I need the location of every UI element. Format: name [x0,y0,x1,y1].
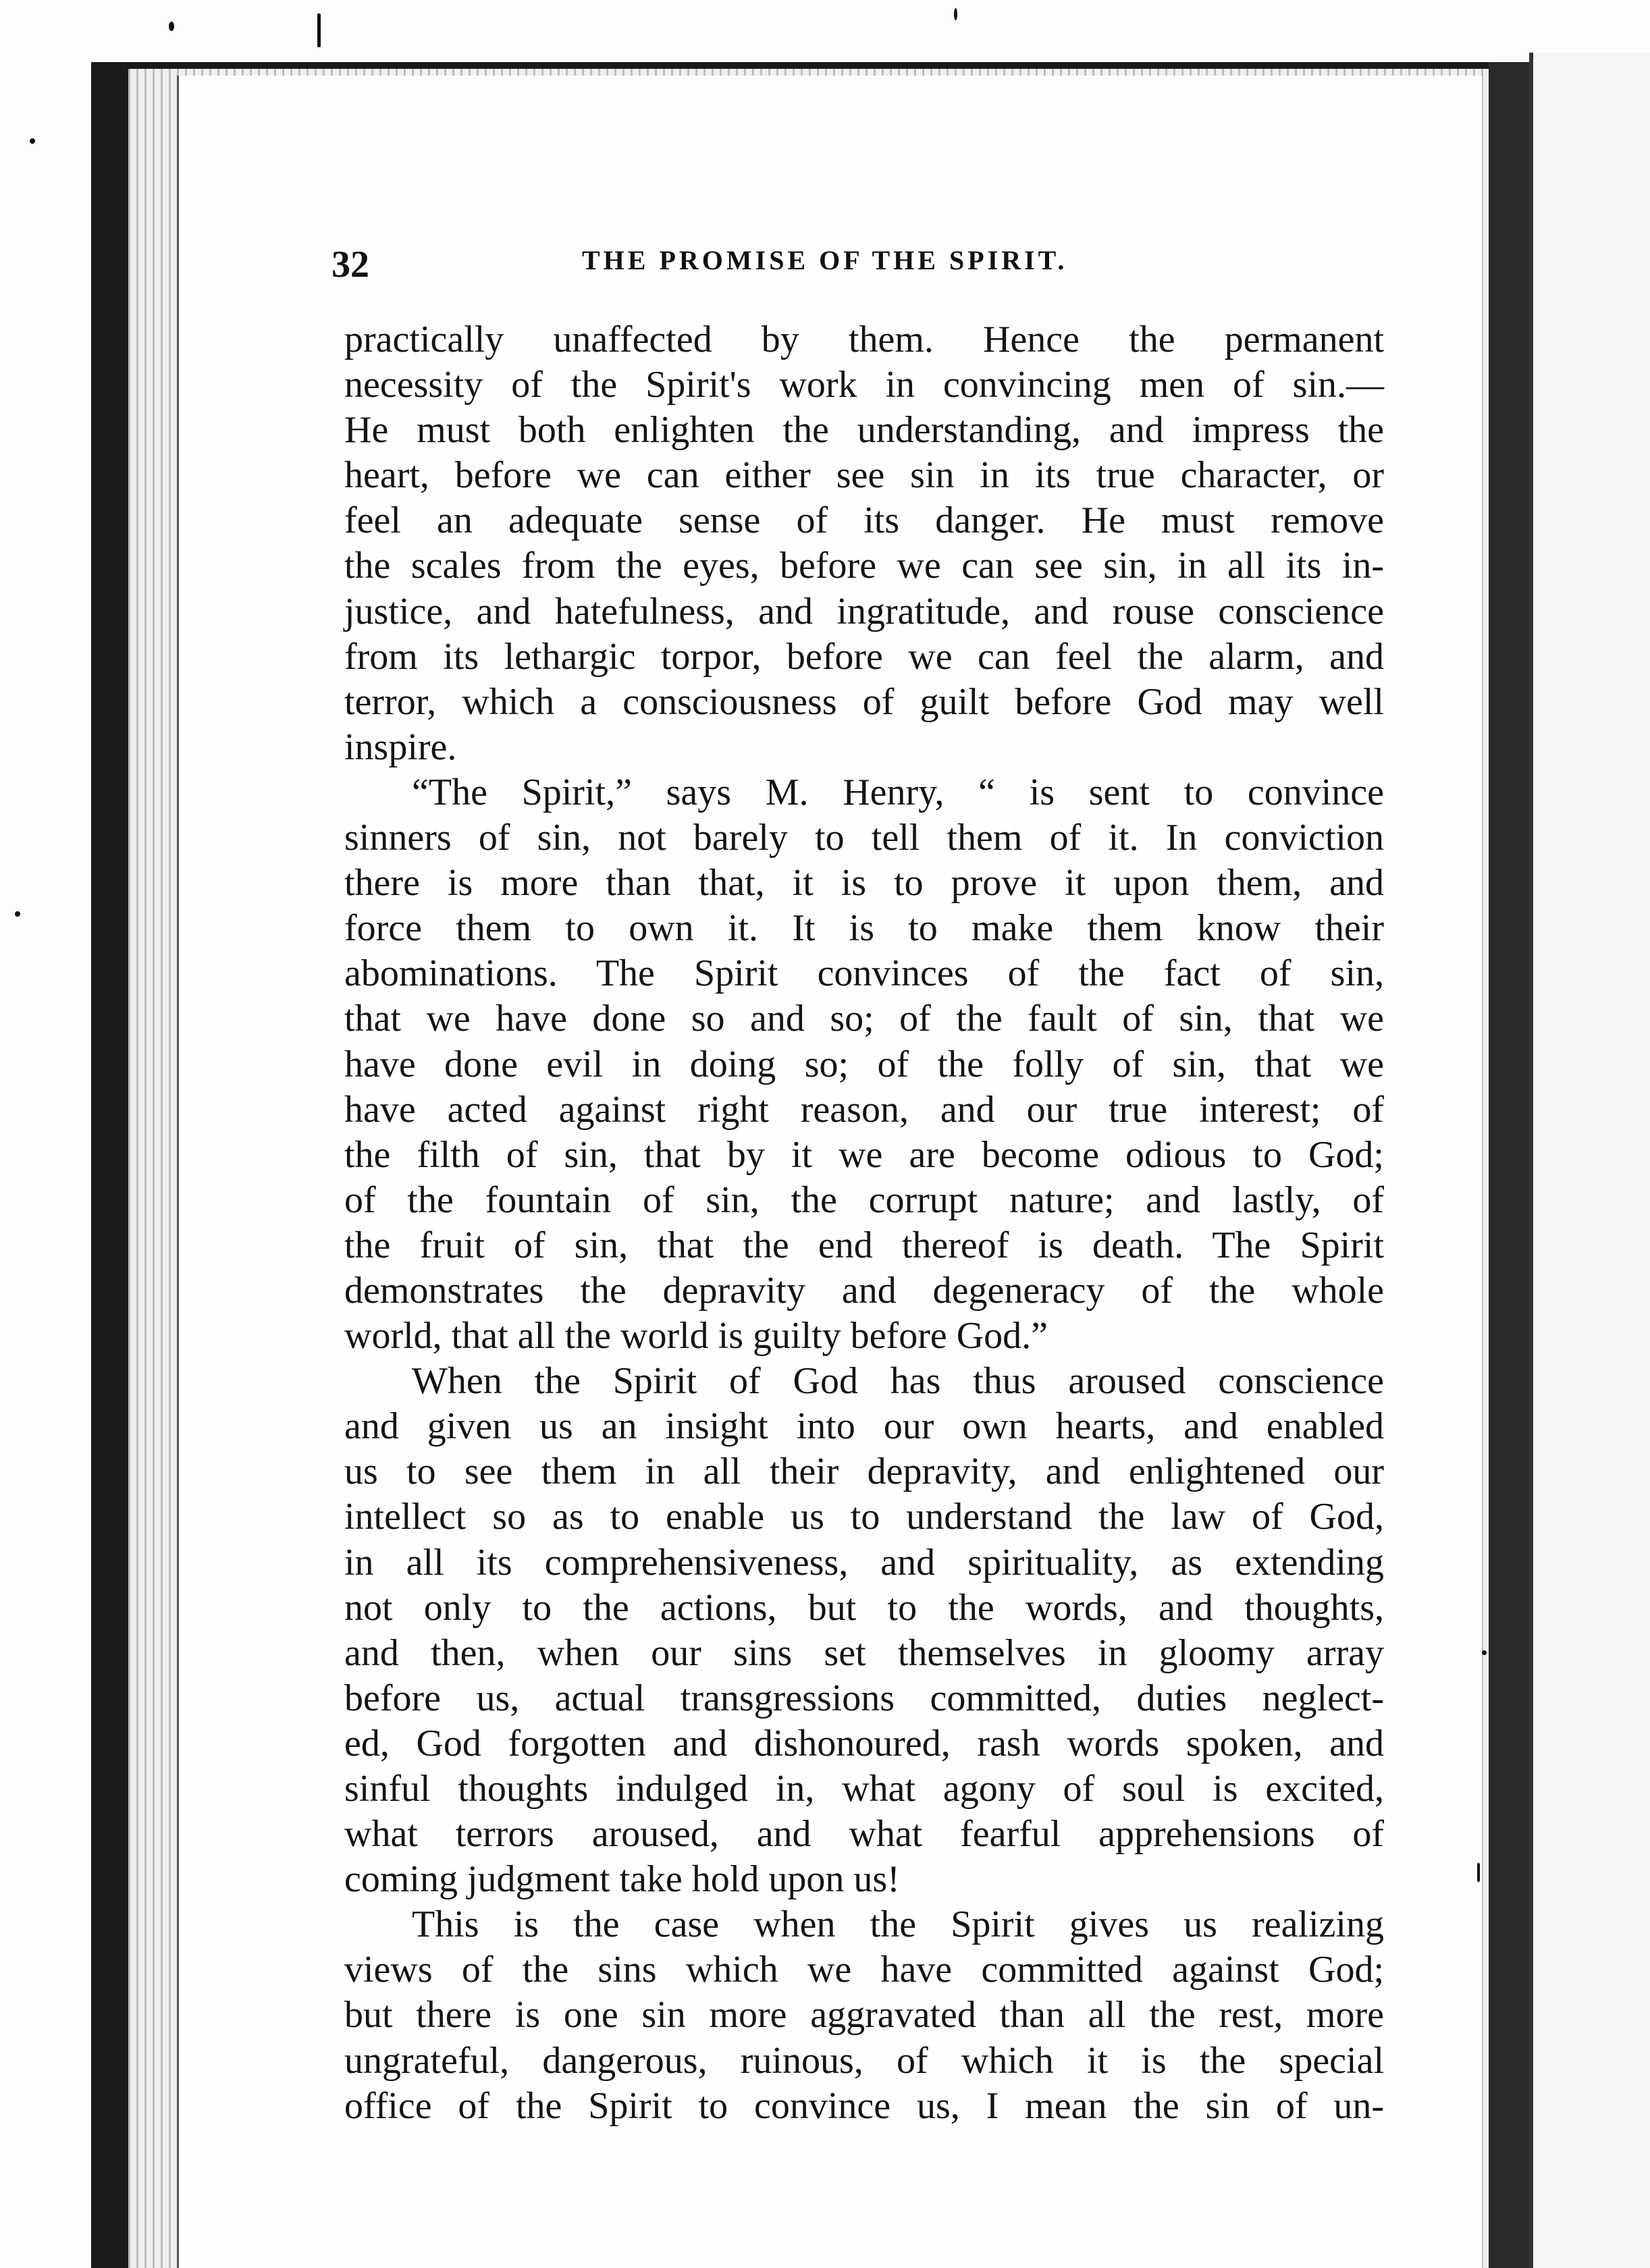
text-line: have done evil in doing so; of the folly of sin, that we [344,1043,1384,1085]
scan-speck [169,22,174,31]
text-line: have acted against right reason, and our true interest; of [344,1088,1384,1131]
text-line: and given us an insight into our own hearts, and enabled [344,1405,1384,1448]
text-line: ungrateful, dangerous, ruinous, of which it is the special [344,2039,1384,2082]
text-line: but there is one sin more aggravated than all the rest, more [344,1994,1384,2036]
text-line: what terrors aroused, and what fearful apprehensions of [344,1813,1384,1856]
text-line: intellect so as to enable us to understand the law of God, [344,1496,1384,1538]
text-line: the fruit of sin, that the end thereof is death. The Spirit [344,1224,1384,1266]
text-line: office of the Spirit to convince us, I mean the sin of un- [344,2084,1384,2127]
scan-speck [317,14,321,47]
spine-shadow [1489,62,1529,2268]
scan-speck [954,8,957,20]
text-line: and then, when our sins set themselves in gloomy array [344,1631,1384,1674]
text-line: ed, God forgotten and dishonoured, rash words spoken, and [344,1722,1384,1764]
text-line: terror, which a consciousness of guilt before God may well [344,680,1384,723]
scan-speck [30,138,35,144]
text-line: views of the sins which we have committed against God; [344,1949,1384,1991]
scan-speck [15,911,20,917]
text-line: practically unaffected by them. Hence the permanent [344,319,1384,360]
scan-speck [1482,1650,1487,1655]
text-line: necessity of the Spirit's work in convincing men of sin.— [344,364,1384,406]
text-line: the scales from the eyes, before we can see sin, in all its in- [344,545,1384,587]
text-line: justice, and hatefulness, and ingratitude, and rouse conscience [344,590,1384,632]
text-line: demonstrates the depravity and degeneracy of the whole [344,1269,1384,1312]
facing-page-sliver [1529,53,1650,2268]
text-line: from its lethargic torpor, before we can feel the alarm, and [344,635,1384,678]
scan-speck [1477,1863,1480,1882]
text-line: in all its comprehensiveness, and spirituality, as extending [344,1541,1384,1584]
text-line: sinners of sin, not barely to tell them of it. In conviction [344,817,1384,859]
text-line: there is more than that, it is to prove it upon them, and [344,862,1384,905]
text-line: When the Spirit of God has thus aroused conscience [412,1360,1384,1403]
text-line: before us, actual transgressions committed, duties neglect- [344,1677,1384,1719]
text-line: sinful thoughts indulged in, what agony of soul is excited, [344,1768,1384,1810]
text-line: abominations. The Spirit convinces of the fact of sin, [344,952,1384,995]
page-number: 32 [331,244,369,286]
text-line: This is the case when the Spirit gives us realizing [412,1904,1384,1946]
text-line: “The Spirit,” says M. Henry, “ is sent to convince [412,771,1384,813]
text-line: inspire. [344,726,457,768]
text-line: that we have done so and so; of the fault of sin, that we [344,998,1384,1040]
text-line: the filth of sin, that by it we are become odious to God; [344,1133,1384,1176]
text-line: coming judgment take hold upon us! [344,1858,900,1901]
text-line: us to see them in all their depravity, and enlightened our [344,1451,1384,1493]
text-line: force them to own it. It is to make them know their [344,907,1384,950]
running-head-title: THE PROMISE OF THE SPIRIT. [582,245,1068,275]
text-line: world, that all the world is guilty before God.” [344,1315,1048,1357]
body-text [344,317,1384,2129]
text-line: of the fountain of sin, the corrupt nature; and lastly, of [344,1179,1384,1221]
text-line: feel an adequate sense of its danger. He must remove [344,500,1384,542]
text-line: He must both enlighten the understanding, and impress the [344,409,1384,452]
text-line: heart, before we can either see sin in its true character, or [344,454,1384,497]
text-line: not only to the actions, but to the words, and thoughts, [344,1586,1384,1629]
